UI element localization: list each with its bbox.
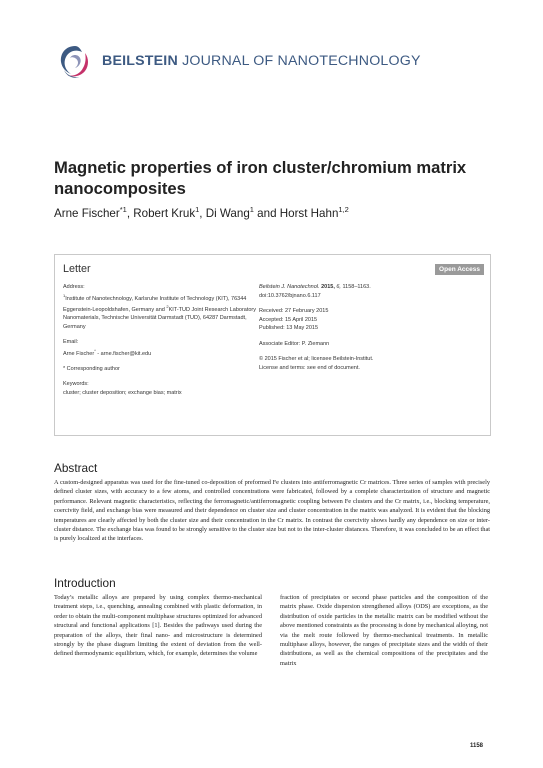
author-name: Robert Kruk xyxy=(133,206,196,220)
email-author: Arne Fischer xyxy=(63,350,95,357)
doi-link[interactable]: doi:10.3762/bjnano.6.117 xyxy=(259,292,321,299)
copyright: © 2015 Fischer et al; licensee Beilstein-Institut. xyxy=(259,356,374,362)
author-affiliation-marker: 1 xyxy=(195,205,200,214)
journal-logo xyxy=(58,44,498,84)
author-name: Arne Fischer xyxy=(54,206,120,220)
citation-journal: Beilstein J. Nanotechnol. xyxy=(259,284,320,290)
keywords: cluster; cluster deposition; exchange bias; matrix xyxy=(63,389,182,396)
associate-editor: Associate Editor: P. Ziemann xyxy=(259,340,330,347)
citation xyxy=(259,283,479,292)
introduction-left-column: Today’s metallic alloys are prepared by using complex thermo-mechanical treatment steps, i.e., quenching, annealing combined with plastic deformation, in order to obtain the multi-component multiphase structures optimized for advanced structural and functional applications [1]. Besides the pathways used during the preparation of the alloys, their final nano- and microstructure is determined strongly by the phase diagram limiting the extent of deviation from the well-defined thermodynamic equilibrium, which, for example, determines the volume xyxy=(54,594,262,658)
affiliation-2: KIT-TUD Joint Research Laboratory Nanomaterials, Technische Universität Darmstadt (TUD), 64287 Darmstadt, Germany xyxy=(63,306,257,330)
author-affiliation-marker: 1,2 xyxy=(338,205,349,214)
affiliation-1: Institute of Nanotechnology, Karlsruhe Institute of Technology (KIT), 76344 Eggenstein-Leopoldshafen, Germany and xyxy=(63,295,247,313)
email-marker: * xyxy=(94,347,96,353)
published-date: Published: 13 May 2015 xyxy=(259,325,319,331)
info-right-column xyxy=(259,283,479,372)
article-title: Magnetic properties of iron cluster/chromium matrix nanocomposites xyxy=(54,158,467,198)
author-name: Di Wang xyxy=(205,206,250,220)
corresponding-author-note: * Corresponding author xyxy=(63,365,120,372)
citation-year: 2015, xyxy=(321,284,335,290)
abstract-heading: Abstract xyxy=(54,461,98,475)
info-left-column xyxy=(63,283,263,397)
author-separator: and xyxy=(253,206,280,220)
author-separator: , xyxy=(199,206,206,220)
affiliation-2-marker: 2 xyxy=(166,303,169,309)
journal-name xyxy=(102,53,421,69)
keywords-label: Keywords: xyxy=(63,381,89,388)
accepted-date: Accepted: 15 April 2015 xyxy=(259,316,318,323)
affiliation-1-marker: 1 xyxy=(63,292,66,298)
email-address[interactable]: - arne.fischer@kit.edu xyxy=(95,350,152,357)
abstract-text: A custom-designed apparatus was used for the fine-tuned co-deposition of preformed Fe clusters into antiferromagnetic Cr matrices. Three series of samples with precisely defined cluster sizes, with accuracy to a few atoms, and controlled concentrations were fabricated, followed by a complete characterization of structure and magnetic performance. Relevant magnetic characteristics, reflecting the ferromagnetic/antiferromagnetic coupling between Fe clusters and the Cr matrix, i.e., blocking temperature, coercivity field, and exchange bias were measured and their dependence on cluster size and cluster concentration in the matrix was analyzed. It is evident that the blocking temperatures are clearly affected by both the cluster size and their concentration in the Cr matrix. In contrast the coercivity shows hardly any dependence on size or inter-cluster distance. The exchange bias was found to be strongly sensitive to the cluster size but not to the inter-cluster distances. Therefore, it was concluded to be an effect that is purely localized at the interfaces. xyxy=(54,479,490,543)
received-date: Received: 27 February 2015 xyxy=(259,308,329,314)
citation-pages: 1158–1163. xyxy=(342,284,371,290)
author-affiliation-marker: 1 xyxy=(249,205,254,214)
license: License and terms: see end of document. xyxy=(259,364,360,371)
address-label: Address: xyxy=(63,284,85,290)
email-line[interactable] xyxy=(63,347,263,358)
article-type: Letter xyxy=(63,263,91,275)
author-name: Horst Hahn xyxy=(279,206,339,220)
affiliations xyxy=(63,292,263,332)
author-affiliation-marker: *1 xyxy=(119,205,127,214)
citation-volume: 6, xyxy=(336,284,341,290)
page-number: 1158 xyxy=(470,743,484,749)
journal-title: JOURNAL OF NANOTECHNOLOGY xyxy=(182,53,421,69)
author-separator: , xyxy=(126,206,134,220)
email-label: Email: xyxy=(63,339,79,346)
article-info-box xyxy=(54,254,491,436)
introduction-right-column: fraction of precipitates or second phase particles and the composition of the matrix phase. Oxide dispersion strengthened alloys (ODS) are exceptions, as the distribution of oxide particles in the metallic matrix can be modified without the above mentioned constraints as the processing is done by mechanical alloying, not via the melt route followed by thermo-mechanical treatments. In metallic multiphase alloys, however, the ranges of precipitate sizes and the width of their distributions, as well as the chemical compositions of the precipitates and the matrix xyxy=(280,594,488,667)
author-list xyxy=(54,205,349,220)
beilstein-logo-icon xyxy=(58,44,92,80)
introduction-heading: Introduction xyxy=(54,576,116,590)
journal-brand: BEILSTEIN xyxy=(102,53,178,69)
open-access-badge[interactable]: Open Access xyxy=(435,264,484,275)
